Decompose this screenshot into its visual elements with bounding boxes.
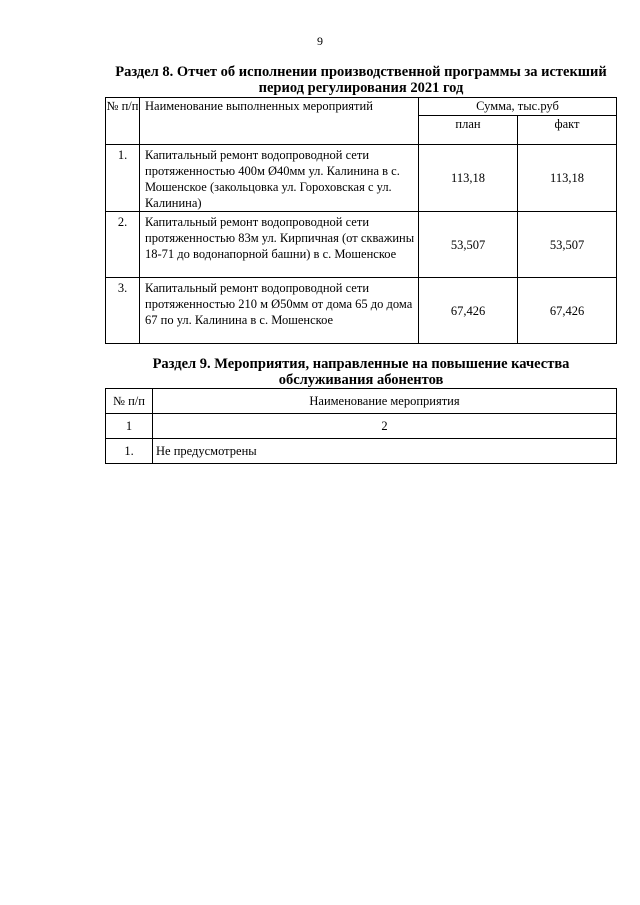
row-name: Капитальный ремонт водопроводной сети протяженностью 83м ул. Кирпичная (от скважины 18-71 до водонапорной башни) в с. Мошенское — [140, 212, 419, 278]
header-plan: план — [419, 116, 518, 145]
row-fact: 53,507 — [518, 212, 617, 278]
row-fact: 113,18 — [518, 145, 617, 212]
row-plan: 53,507 — [419, 212, 518, 278]
table-row — [106, 414, 617, 439]
index-num: 1 — [106, 414, 153, 439]
header-fact: факт — [518, 116, 617, 145]
row-num: 2. — [106, 212, 140, 278]
row-name: Не предусмотрены — [153, 439, 617, 464]
header-num: № п/п — [106, 98, 140, 145]
row-fact: 67,426 — [518, 278, 617, 344]
page-number: 9 — [317, 34, 323, 48]
row-num: 3. — [106, 278, 140, 344]
row-num: 1. — [106, 145, 140, 212]
table-row — [106, 439, 617, 464]
section-9-title: Раздел 9. Мероприятия, направленные на повышение качества обслуживания абонентов — [152, 356, 570, 388]
row-num: 1. — [106, 439, 153, 464]
row-name: Капитальный ремонт водопроводной сети протяженностью 210 м Ø50мм от дома 65 до дома 67 по ул. Калинина в с. Мошенское — [140, 278, 419, 344]
row-plan: 113,18 — [419, 145, 518, 212]
section-9-table — [105, 388, 617, 464]
header-name: Наименование выполненных мероприятий — [140, 98, 419, 145]
index-name: 2 — [153, 414, 617, 439]
header-num: № п/п — [106, 389, 153, 414]
row-name: Капитальный ремонт водопроводной сети протяженностью 400м Ø40мм ул. Калинина в с. Мошенское (закольцовка ул. Гороховская с ул. Калинина) — [140, 145, 419, 212]
header-name: Наименование мероприятия — [153, 389, 617, 414]
table-row — [106, 212, 617, 278]
table-row — [106, 278, 617, 344]
section-8-table — [105, 97, 617, 344]
header-sum: Сумма, тыс.руб — [419, 98, 617, 116]
row-plan: 67,426 — [419, 278, 518, 344]
section-8-title: Раздел 8. Отчет об исполнении производственной программы за истекший период регулирования 2021 год — [115, 64, 607, 96]
table-row — [106, 145, 617, 212]
